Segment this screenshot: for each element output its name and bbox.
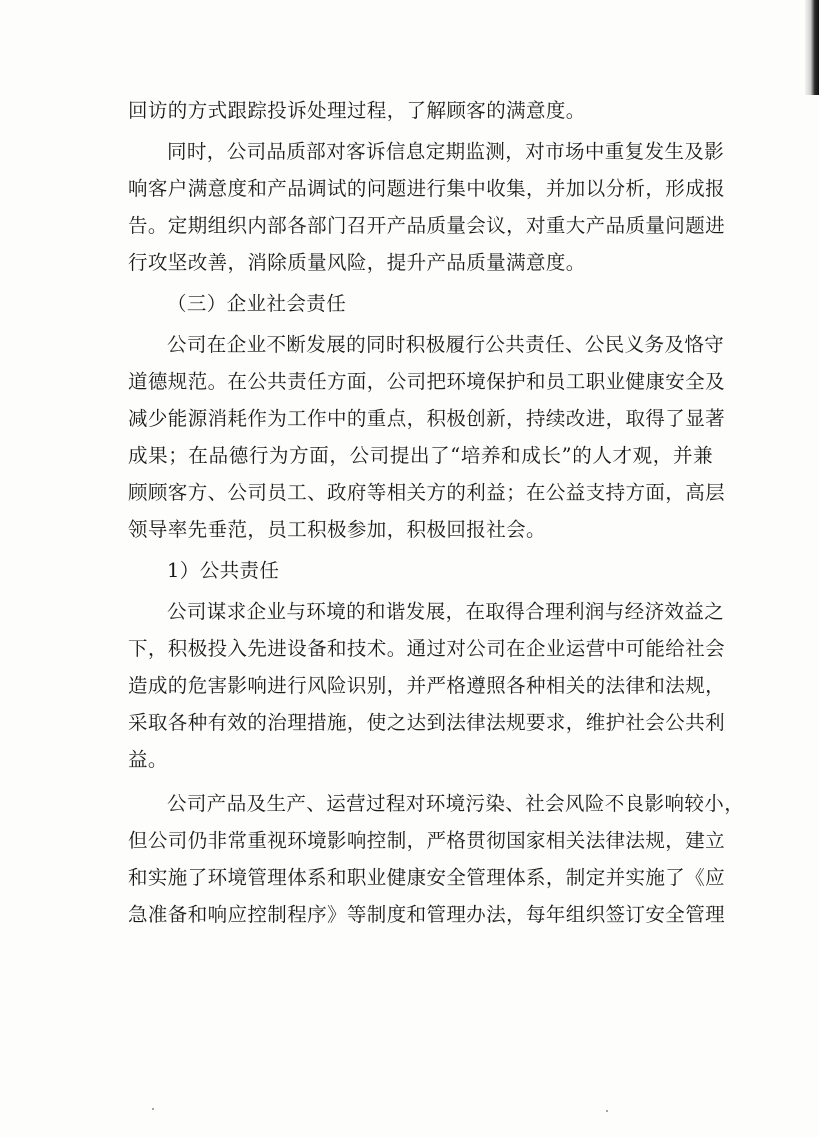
paragraph-line: 成果；在品德行为方面，公司提出了“培养和成长”的人才观，并兼 <box>128 444 713 467</box>
paragraph-line: 但公司仍非常重视环境影响控制，严格贯彻国家相关法律法规，建立 <box>128 829 726 852</box>
paragraph-line: 采取各种有效的治理措施，使之达到法律法规要求，维护社会公共利 <box>128 711 726 734</box>
paragraph-line: 公司产品及生产、运营过程对环境污染、社会风险不良影响较小， <box>167 792 745 815</box>
scan-speck <box>606 1110 608 1112</box>
paragraph-line: 响客户满意度和产品调试的问题进行集中收集，并加以分析，形成报 <box>128 177 726 200</box>
subsection-heading: 1）公共责任 <box>167 559 280 582</box>
paragraph-line: 减少能源消耗作为工作中的重点，积极创新，持续改进，取得了显著 <box>128 407 726 430</box>
document-body <box>128 92 745 933</box>
paragraph-line: 公司谋求企业与环境的和谐发展，在取得合理利润与经济效益之 <box>167 600 725 623</box>
scan-speck <box>152 1108 154 1110</box>
paragraph-line: 公司在企业不断发展的同时积极履行公共责任、公民义务及恪守 <box>167 333 725 356</box>
paragraph-line: 造成的危害影响进行风险识别，并严格遵照各种相关的法律和法规， <box>128 674 726 697</box>
section-heading: （三）企业社会责任 <box>167 292 347 315</box>
scan-edge-shadow <box>805 0 819 95</box>
paragraph-line: 急准备和响应控制程序》等制度和管理办法，每年组织签订安全管理 <box>128 903 726 926</box>
paragraph-line: 领导率先垂范，员工积极参加，积极回报社会。 <box>128 518 546 541</box>
paragraph-line: 行攻坚改善，消除质量风险，提升产品质量满意度。 <box>128 251 586 274</box>
paragraph-line: 回访的方式跟踪投诉处理过程，了解顾客的满意度。 <box>128 99 586 122</box>
paragraph-line: 下，积极投入先进设备和技术。通过对公司在企业运营中可能给社会 <box>128 637 726 660</box>
paragraph-line: 告。定期组织内部各部门召开产品质量会议，对重大产品质量问题进 <box>128 214 726 237</box>
paragraph-line: 益。 <box>128 748 168 771</box>
paragraph-line: 和实施了环境管理体系和职业健康安全管理体系，制定并实施了《应 <box>128 866 726 889</box>
paragraph-line: 同时，公司品质部对客诉信息定期监测，对市场中重复发生及影 <box>167 140 725 163</box>
paragraph-line: 顾顾客方、公司员工、政府等相关方的利益；在公益支持方面，高层 <box>128 481 726 504</box>
paragraph-line: 道德规范。在公共责任方面，公司把环境保护和员工职业健康安全及 <box>128 370 726 393</box>
